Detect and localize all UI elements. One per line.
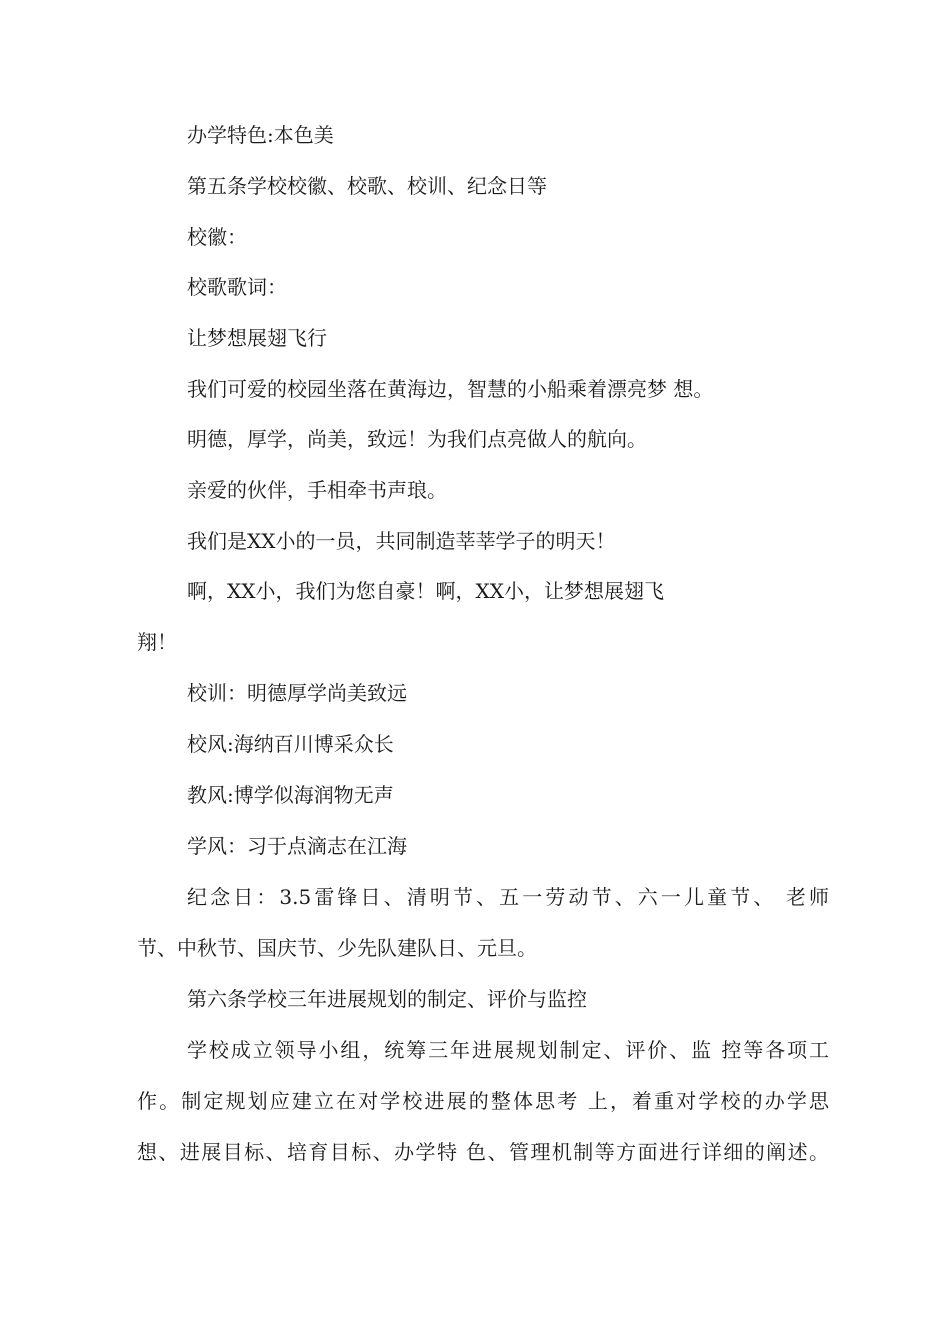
planning-paragraph-line-2: 作。制定规划应建立在对学校进展的整体思考 上，着重对学校的办学思 [137,1089,829,1113]
song-lyric-line-3: 亲爱的伙伴，手相牵书声琅。 [187,478,447,502]
song-lyric-line-1: 我们可爱的校园坐落在黄海边，智慧的小船乘着漂亮梦 想。 [187,377,714,401]
song-title: 让梦想展翅飞行 [187,326,327,350]
song-lyric-line-5: 啊，XX小，我们为您自豪！啊，XX小，让梦想展翅飞 [187,579,664,603]
article-six-heading: 第六条学校三年进展规划的制定、评价与监控 [187,987,587,1011]
article-five-heading: 第五条学校校徽、校歌、校训、纪念日等 [187,174,547,198]
song-lyric-line-2: 明德，厚学，尚美，致远！为我们点亮做人的航向。 [187,427,647,451]
song-lyric-line-4: 我们是XX小的一员，共同制造莘莘学子的明天！ [187,529,616,553]
study-style-line: 学风：习于点滴志在江海 [187,834,407,858]
school-emblem-label: 校徽： [187,225,247,249]
memorial-days-line-1: 纪念日：3.5雷锋日、清明节、五一劳动节、六一儿童节、 老师 [187,885,829,909]
song-lyric-line-5-cont: 翔！ [137,630,177,654]
school-ethos-line: 校风:海纳百川博采众长 [187,732,394,756]
planning-paragraph-line-3: 想、进展目标、培育目标、办学特 色、管理机制等方面进行详细的阐述。 [137,1140,829,1164]
teaching-style-line: 教风:博学似海润物无声 [187,783,394,807]
school-feature-line: 办学特色:本色美 [187,123,334,147]
school-song-label: 校歌歌词： [187,275,287,299]
memorial-days-line-2: 节、中秋节、国庆节、少先队建队日、元旦。 [137,936,537,960]
planning-paragraph-line-1: 学校成立领导小组，统筹三年进展规划制定、评价、监 控等各项工 [187,1038,829,1062]
school-motto-line: 校训：明德厚学尚美致远 [187,681,407,705]
